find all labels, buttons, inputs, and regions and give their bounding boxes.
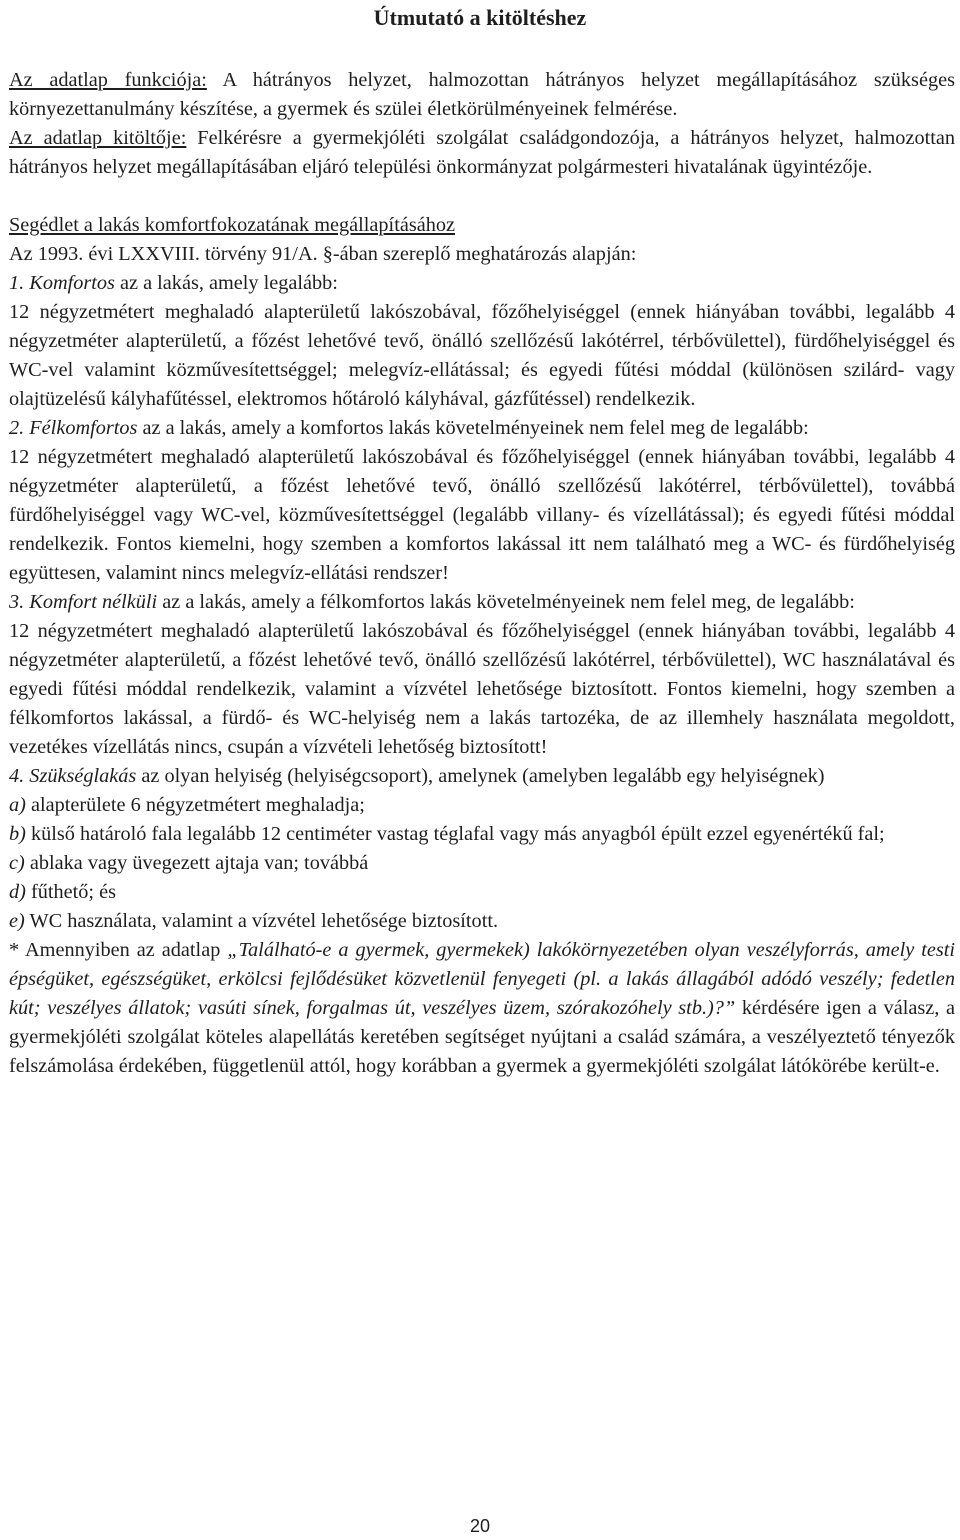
item-2-term: Félkomfortos (29, 417, 138, 439)
item-4-term: Szükséglakás (29, 765, 137, 787)
item-2-text: 12 négyzetmétert meghaladó alapterületű lakószobával és főzőhelyiséggel (ennek hiányában további, legalább 4 négyzetméter alapterületű, a főzést lehetővé tevő, önálló szellőzésű lakótérrel, térbővülettel), továbbá fürdőhelyiséggel vagy WC-vel, közművesítettséggel (legalább villany- és vízellátással); és egyedi fűtési móddal rendelkezik. Fontos kiemelni, hogy szemben a komfortos lakással itt nem található meg a WC- és fürdőhelyiség együttesen, valamint nincs melegvíz-ellátási rendszer! (9, 446, 955, 584)
note-quoted-question: „Található-e a gyermek, gyermekek) lakókörnyezetében olyan veszélyforrás, amely testi épségüket, egészségüket, erkölcsi fejlődésüket közvetlenül fenyegeti (pl. a lakás állagából adódó veszély; fedetlen kút; veszélyes állatok; vasúti sínek, forgalmas út, veszélyes üzem, szórakozóhely stb.)?” (9, 939, 955, 1019)
item-3-term: Komfort nélküli (29, 591, 158, 613)
page-title: Útmutató a kitöltéshez (373, 5, 587, 30)
item-1-term: Komfortos (29, 272, 115, 294)
subitem-c: c) ablaka vagy üvegezett ajtaja van; továbbá (9, 852, 369, 874)
law-reference: Az 1993. évi LXXVIII. törvény 91/A. §-ában szereplő meghatározás alapján: (9, 243, 637, 265)
item-4-num: 4. (9, 765, 25, 787)
item-3-lead: 3. Komfort nélküli az a lakás, amely a félkomfortos lakás követelményeinek nem felel meg, de legalább: (9, 591, 855, 613)
purpose-paragraph (9, 66, 955, 124)
item-1-lead: 1. Komfortos az a lakás, amely legalább: (9, 272, 338, 294)
item-4-lead: 4. Szükséglakás az olyan helyiség (helyiségcsoport), amelynek (amelyben legalább egy helyiségnek) (9, 765, 825, 787)
document-body (9, 66, 955, 1081)
subitem-d: d) fűthető; és (9, 881, 117, 903)
paragraph-gap (9, 182, 955, 211)
item-1-text: 12 négyzetmétert meghaladó alapterületű lakószobával, főzőhelyiséggel (ennek hiányában további, legalább 4 négyzetméter alapterületű, a főzést lehetővé tevő, önálló szellőzésű lakótérrel, térbővülettel), fürdőhelyiséggel és WC-vel valamint közművesítettséggel; melegvíz-ellátással; és egyedi fűtési móddal (különösen szilárd- vagy olajtüzelésű kályhafűtéssel, elektromos hőtároló kályhával, gázfűtéssel) rendelkezik. (9, 301, 955, 410)
subitem-b: b) külső határoló fala legalább 12 centiméter vastag téglafal vagy más anyagból épült ezzel egyenértékű fal; (9, 823, 885, 845)
item-3-text: 12 négyzetmétert meghaladó alapterületű lakószobával és főzőhelyiséggel (ennek hiányában további, legalább 4 négyzetméter alapterületű, a főzést lehetővé tevő, önálló szellőzésű lakótérrel, térbővülettel), WC használatával és egyedi fűtési móddal rendelkezik, valamint a vízvétel lehetősége biztosított. Fontos kiemelni, hogy szemben a félkomfortos lakással, a fürdő- és WC-helyiség nem a lakás tartozéka, de az illemhely használata megoldott, vezetékes vízellátás nincs, csupán a vízvételi lehetőség biztosított! (9, 620, 955, 758)
subitem-e: e) WC használata, valamint a vízvétel lehetősége biztosított. (9, 910, 499, 932)
subitem-a: a) alapterülete 6 négyzetmétert meghaladja; (9, 794, 365, 816)
item-2-num: 2. (9, 417, 25, 439)
item-3-num: 3. (9, 591, 25, 613)
item-1-num: 1. (9, 272, 25, 294)
purpose-text: A hátrányos helyzet, halmozottan hátrányos helyzet megállapításához szükséges környezettanulmány készítése, a gyermek és szülei életkörülményeinek felmérése. (9, 69, 955, 120)
note-paragraph: * Amennyiben az adatlap „Található-e a gyermek, gyermekek) lakókörnyezetében olyan veszélyforrás, amely testi épségüket, egészségüket, erkölcsi fejlődésüket közvetlenül fenyegeti (pl. a lakás állagából adódó veszély; fedetlen kút; veszélyes állatok; vasúti sínek, forgalmas út, veszélyes üzem, szórakozóhely stb.)?” kérdésére igen a válasz, a gyermekjóléti szolgálat köteles alapellátás keretében segítséget nyújtani a család számára, a veszélyeztető tényezők felszámolása érdekében, függetlenül attól, hogy korábban a gyermek a gyermekjóléti szolgálat látókörébe került-e. (9, 939, 955, 1077)
filler-text: Felkérésre a gyermekjóléti szolgálat családgondozója, a hátrányos helyzet, halmozottan hátrányos helyzet megállapításában eljáró települési önkormányzat polgármesteri hivatalának ügyintézője. (9, 127, 955, 178)
filler-label: Az adatlap kitöltője: (9, 127, 187, 149)
item-2-lead: 2. Félkomfortos az a lakás, amely a komfortos lakás követelményeinek nem felel meg de legalább: (9, 417, 809, 439)
guide-heading: Segédlet a lakás komfortfokozatának megállapításához (9, 214, 456, 236)
purpose-label: Az adatlap funkciója: (9, 69, 207, 91)
filler-paragraph (9, 124, 955, 182)
page-number: 20 (469, 1516, 491, 1536)
